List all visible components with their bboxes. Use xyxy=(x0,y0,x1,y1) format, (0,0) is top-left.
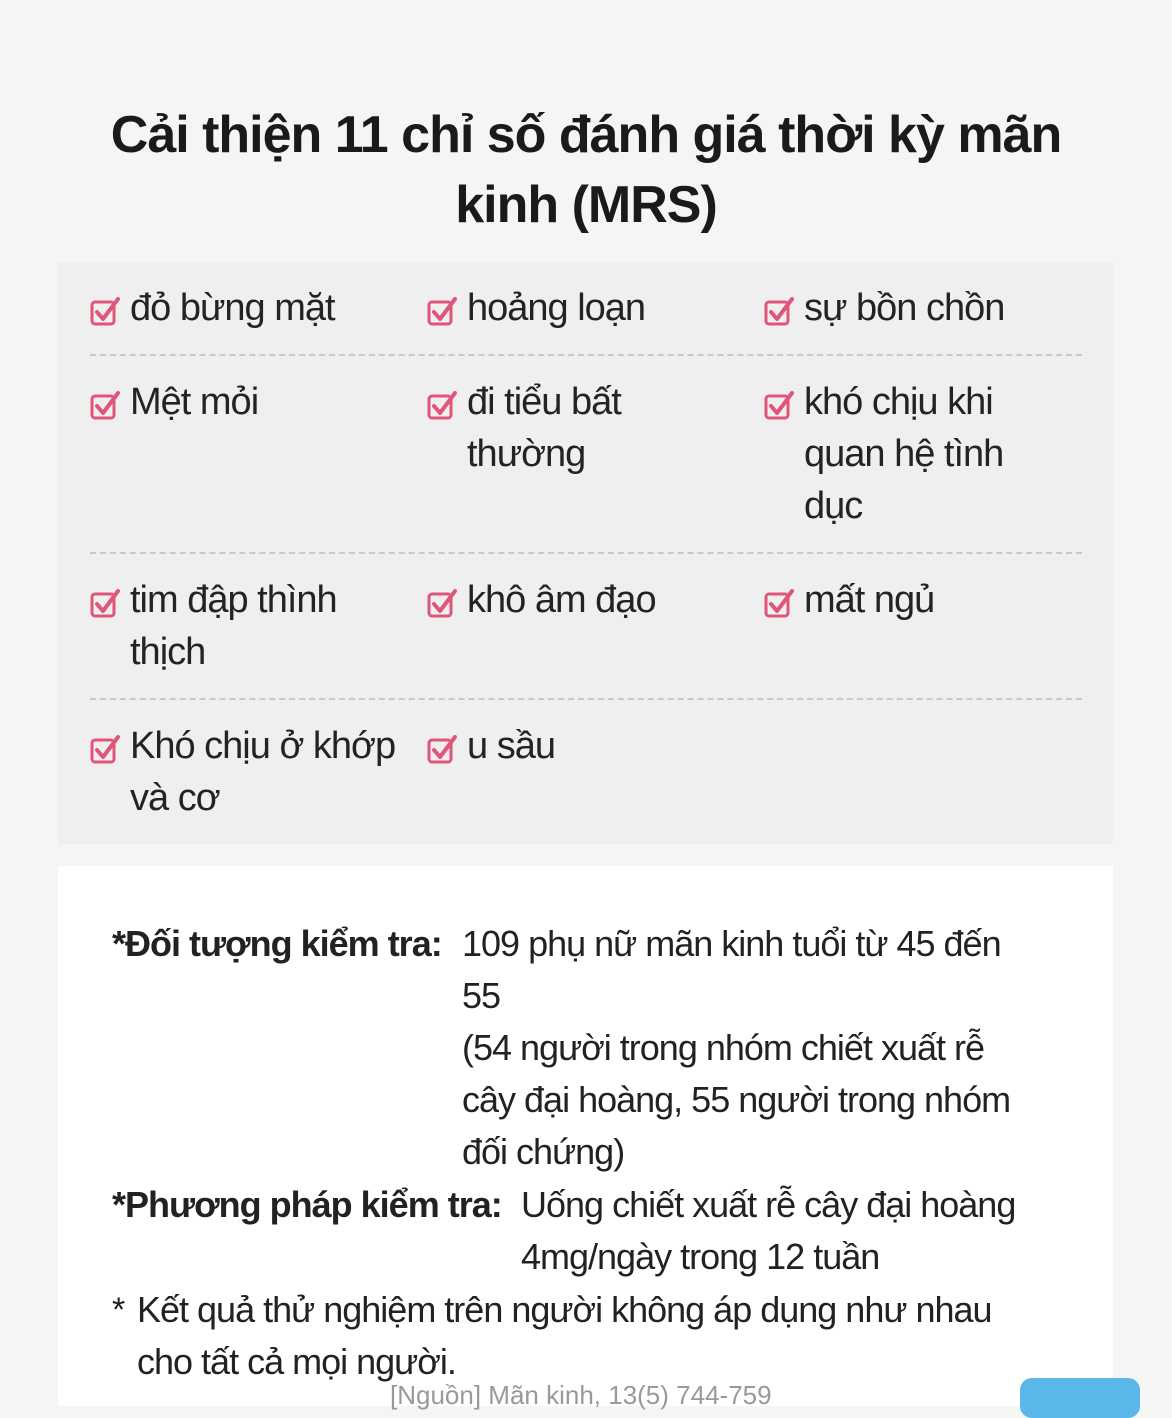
checkbox-checked-icon xyxy=(90,588,120,618)
subjects-text: 109 phụ nữ mãn kinh tuổi từ 45 đến 55 (54 người trong nhóm chiết xuất rễ cây đại hoàng, 55 người trong nhóm đối chứng) xyxy=(462,923,1011,1172)
symptom-label: hoảng loạn xyxy=(467,287,646,329)
checkbox-checked-icon xyxy=(427,390,457,420)
scroll-top-button[interactable] xyxy=(1020,1378,1140,1418)
checkbox-checked-icon xyxy=(427,296,457,326)
checklist-row xyxy=(90,282,1082,356)
checkbox-checked-icon xyxy=(764,296,794,326)
source-citation: [Nguồn] Mãn kinh, 13(5) 744-759 xyxy=(390,1380,772,1410)
checklist-row xyxy=(90,376,1082,554)
checkbox-checked-icon xyxy=(764,390,794,420)
checklist-row xyxy=(90,574,1082,700)
checklist-row xyxy=(90,720,1082,830)
symptom-label: đi tiểu bất thường xyxy=(467,381,621,475)
checkbox-checked-icon xyxy=(427,588,457,618)
subjects-label: *Đối tượng kiểm tra: xyxy=(112,923,442,964)
symptom-label: sự bồn chồn xyxy=(804,287,1005,329)
checkbox-checked-icon xyxy=(90,296,120,326)
symptom-checklist xyxy=(58,262,1113,844)
footnote-marker: * xyxy=(112,1291,126,1329)
symptom-label: Mệt mỏi xyxy=(130,381,259,423)
checkbox-checked-icon xyxy=(427,734,457,764)
disclaimer-footnote: Kết quả thử nghiệm trên người không áp dụng như nhau cho tất cả mọi người. xyxy=(137,1289,992,1382)
symptom-label: đỏ bừng mặt xyxy=(130,287,335,329)
symptom-label: khó chịu khi quan hệ tình dục xyxy=(804,381,1004,527)
checkbox-checked-icon xyxy=(90,390,120,420)
symptom-label: u sầu xyxy=(467,725,555,767)
method-label: *Phương pháp kiểm tra: xyxy=(112,1184,502,1225)
checkbox-checked-icon xyxy=(90,734,120,764)
method-text: Uống chiết xuất rễ cây đại hoàng 4mg/ngày trong 12 tuần xyxy=(521,1184,1016,1277)
symptom-label: mất ngủ xyxy=(804,579,935,621)
page-title: Cải thiện 11 chỉ số đánh giá thời kỳ mãn kinh (MRS) xyxy=(110,106,1062,234)
symptom-label: tim đập thình thịch xyxy=(130,579,337,673)
symptom-label: Khó chịu ở khớp và cơ xyxy=(130,725,396,819)
checkbox-checked-icon xyxy=(764,588,794,618)
symptom-label: khô âm đạo xyxy=(467,579,656,621)
